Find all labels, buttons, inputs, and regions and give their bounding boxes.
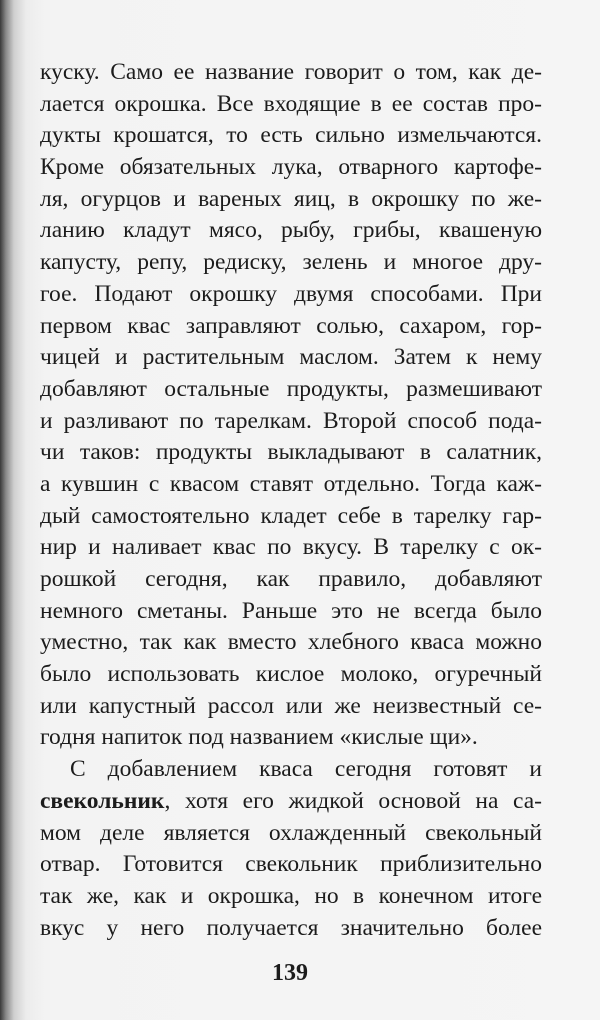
page-body bbox=[40, 57, 542, 944]
text-line: дукты крошатся, то есть сильно измельчаются. bbox=[40, 122, 542, 149]
text-line: гое. Подают окрошку двумя способами. При bbox=[40, 280, 542, 307]
text-line: годня напиток под названием «кислые щи». bbox=[40, 724, 478, 751]
text-line: ля, огурцов и вареных яиц, в окрошку по же- bbox=[40, 185, 542, 212]
text-line: было использовать кислое молоко, огуречный bbox=[40, 661, 542, 688]
text-line: вкус у него получается значительно более bbox=[40, 914, 542, 941]
text-line: так же, как и окрошка, но в конечном итоге bbox=[40, 882, 542, 909]
text-line: или капустный рассол или же неизвестный се- bbox=[40, 692, 542, 719]
text-line: нир и наливает квас по вкусу. В тарелку с ок- bbox=[40, 534, 542, 561]
text-line: немного сметаны. Раньше это не всегда было bbox=[40, 597, 542, 624]
text-line: куску. Само ее название говорит о том, как де- bbox=[40, 59, 542, 85]
paragraph bbox=[40, 754, 542, 944]
text-line: а кувшин с квасом ставят отдельно. Тогда каж- bbox=[40, 470, 542, 497]
text-line bbox=[40, 786, 542, 818]
text-line: уместно, так как вместо хлебного кваса можно bbox=[40, 629, 542, 656]
text-line: отвар. Готовится свекольник приблизительно bbox=[40, 851, 542, 878]
text-line: чицей и растительным маслом. Затем к нему bbox=[40, 344, 542, 371]
text-line: мом деле является охлажденный свекольный bbox=[40, 819, 542, 846]
text-line: и разливают по тарелкам. Второй способ пода- bbox=[40, 407, 542, 434]
text-line: ланию кладут мясо, рыбу, грибы, квашеную bbox=[40, 217, 542, 244]
text-line: первом квас заправляют солью, сахаром, гор- bbox=[40, 312, 542, 339]
text-line: чи таков: продукты выкладывают в салатник, bbox=[40, 439, 542, 466]
text-line: капусту, репу, редиску, зелень и многое дру- bbox=[40, 249, 542, 276]
text-line: лается окрошка. Все входящие в ее состав про- bbox=[40, 90, 542, 117]
text-line: рошкой сегодня, как правило, добавляют bbox=[40, 566, 542, 592]
text-line: С добавлением кваса сегодня готовят и bbox=[70, 756, 542, 783]
text-line: дый самостоятельно кладет себе в тарелку гар- bbox=[40, 502, 542, 529]
paragraph bbox=[40, 57, 542, 754]
bold-term: свекольник bbox=[40, 787, 165, 814]
page-number: 139 bbox=[272, 960, 308, 986]
text-line: Кроме обязательных лука, отварного картофе- bbox=[40, 154, 542, 181]
text-line: добавляют остальные продукты, размешивают bbox=[40, 375, 542, 402]
line-rest: , хотя его жидкой основой на са- bbox=[164, 787, 542, 814]
